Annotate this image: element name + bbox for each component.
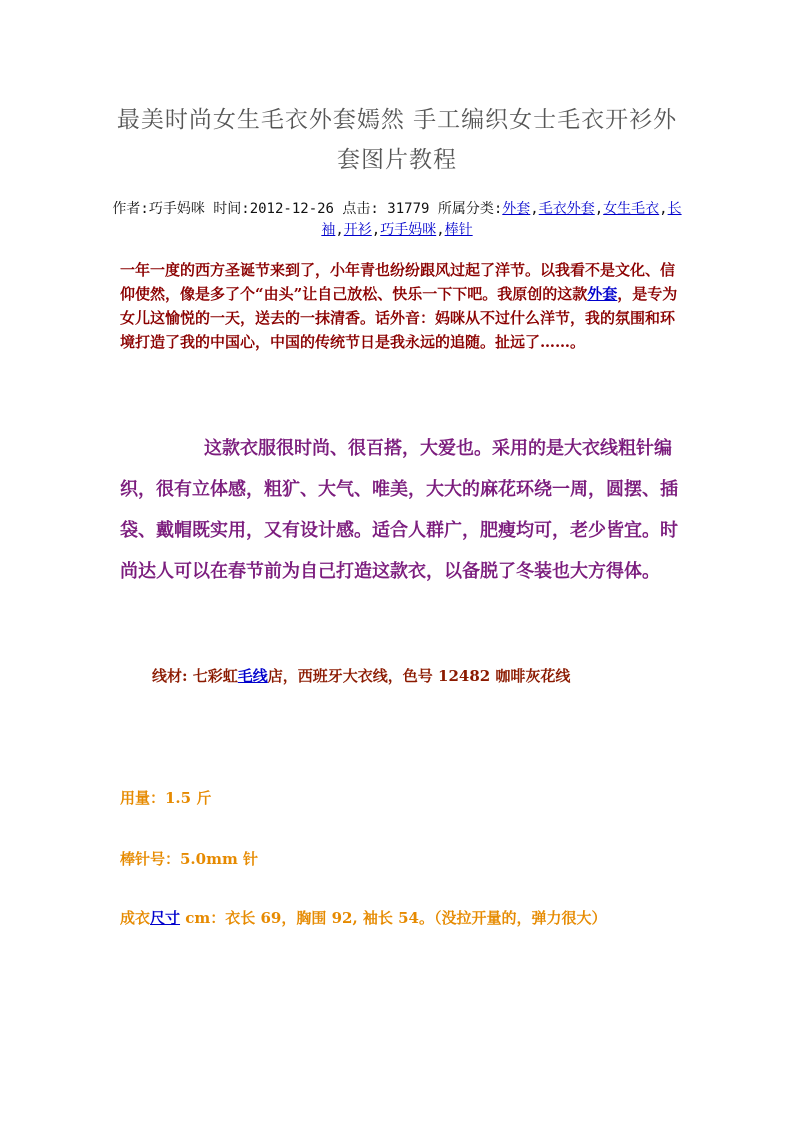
tag-link[interactable]: 开衫 bbox=[343, 222, 372, 238]
size-link[interactable]: 尺寸 bbox=[150, 909, 181, 927]
feature-paragraph: 这款衣服很时尚、很百搭，大爱也。采用的是大衣线粗针编织，很有立体感，粗犷、大气、唯美，大大的麻花环绕一周，圆摆、插袋、戴帽既实用，又有设计感。适合人群广，肥瘦均可，老少皆宜。时尚达人可以在春节前为自己打造这款衣，以备脱了冬装也大方得体。 bbox=[120, 438, 678, 582]
tag-separator: , bbox=[436, 222, 445, 238]
tag-link[interactable]: 毛衣外套 bbox=[538, 201, 595, 217]
author-name: 巧手妈咪 bbox=[148, 201, 205, 217]
size-detail: cm：衣长 69，胸围 92, 袖长 54。（没拉开量的，弹力很大） bbox=[180, 909, 607, 927]
tag-separator: , bbox=[371, 222, 381, 238]
publish-time: 2012-12-26 bbox=[249, 201, 334, 217]
size-label: 成衣 bbox=[120, 909, 151, 927]
tag-link[interactable]: 长袖 bbox=[321, 201, 682, 238]
yarn-link[interactable]: 毛线 bbox=[237, 667, 268, 685]
tag-separator: , bbox=[594, 201, 604, 217]
needle-size: 棒针号：5.0mm 针 bbox=[120, 850, 259, 868]
intro-text: 一年一度的西方圣诞节来到了，小年青也纷纷跟风过起了洋节。以我看不是文化、信仰使然，像是多了个“由头”让自己放松、快乐一下下吧。我原创的这款 bbox=[120, 261, 676, 303]
article-meta bbox=[112, 199, 682, 241]
yarn-label: 线材: 七彩虹 bbox=[152, 667, 238, 685]
intro-text-continued: ，是专为女儿这愉悦的一天，送去的一抹清香。话外音：妈咪从不过什么洋节，我的氛围和环境打造了我的中国心，中国的传统节日是我永远的追随。扯远了……。 bbox=[120, 285, 678, 351]
author-label: 作者: bbox=[112, 201, 149, 217]
tag-link[interactable]: 棒针 bbox=[444, 222, 473, 238]
article-title: 最美时尚女生毛衣外套嫣然 手工编织女士毛衣开衫外套图片教程 bbox=[116, 107, 678, 173]
click-count: 31779 bbox=[387, 201, 430, 217]
tag-separator: , bbox=[335, 222, 344, 238]
time-label: 时间: bbox=[204, 201, 250, 217]
tag-separator: , bbox=[530, 201, 539, 217]
tag-separator: , bbox=[659, 201, 668, 217]
yarn-info bbox=[152, 664, 712, 688]
clicks-label: 点击: bbox=[333, 201, 388, 217]
tag-link[interactable]: 巧手妈咪 bbox=[380, 222, 437, 238]
intro-paragraph bbox=[120, 258, 680, 354]
jacket-link[interactable]: 外套 bbox=[587, 285, 618, 303]
yarn-amount: 用量：1.5 斤 bbox=[120, 789, 212, 807]
tag-link[interactable]: 外套 bbox=[502, 201, 531, 217]
garment-size bbox=[120, 906, 700, 930]
yarn-detail: 店，西班牙大衣线，色号 12482 咖啡灰花线 bbox=[267, 667, 571, 685]
category-label: 所属分类: bbox=[429, 201, 503, 217]
tag-link[interactable]: 女生毛衣 bbox=[603, 201, 660, 217]
